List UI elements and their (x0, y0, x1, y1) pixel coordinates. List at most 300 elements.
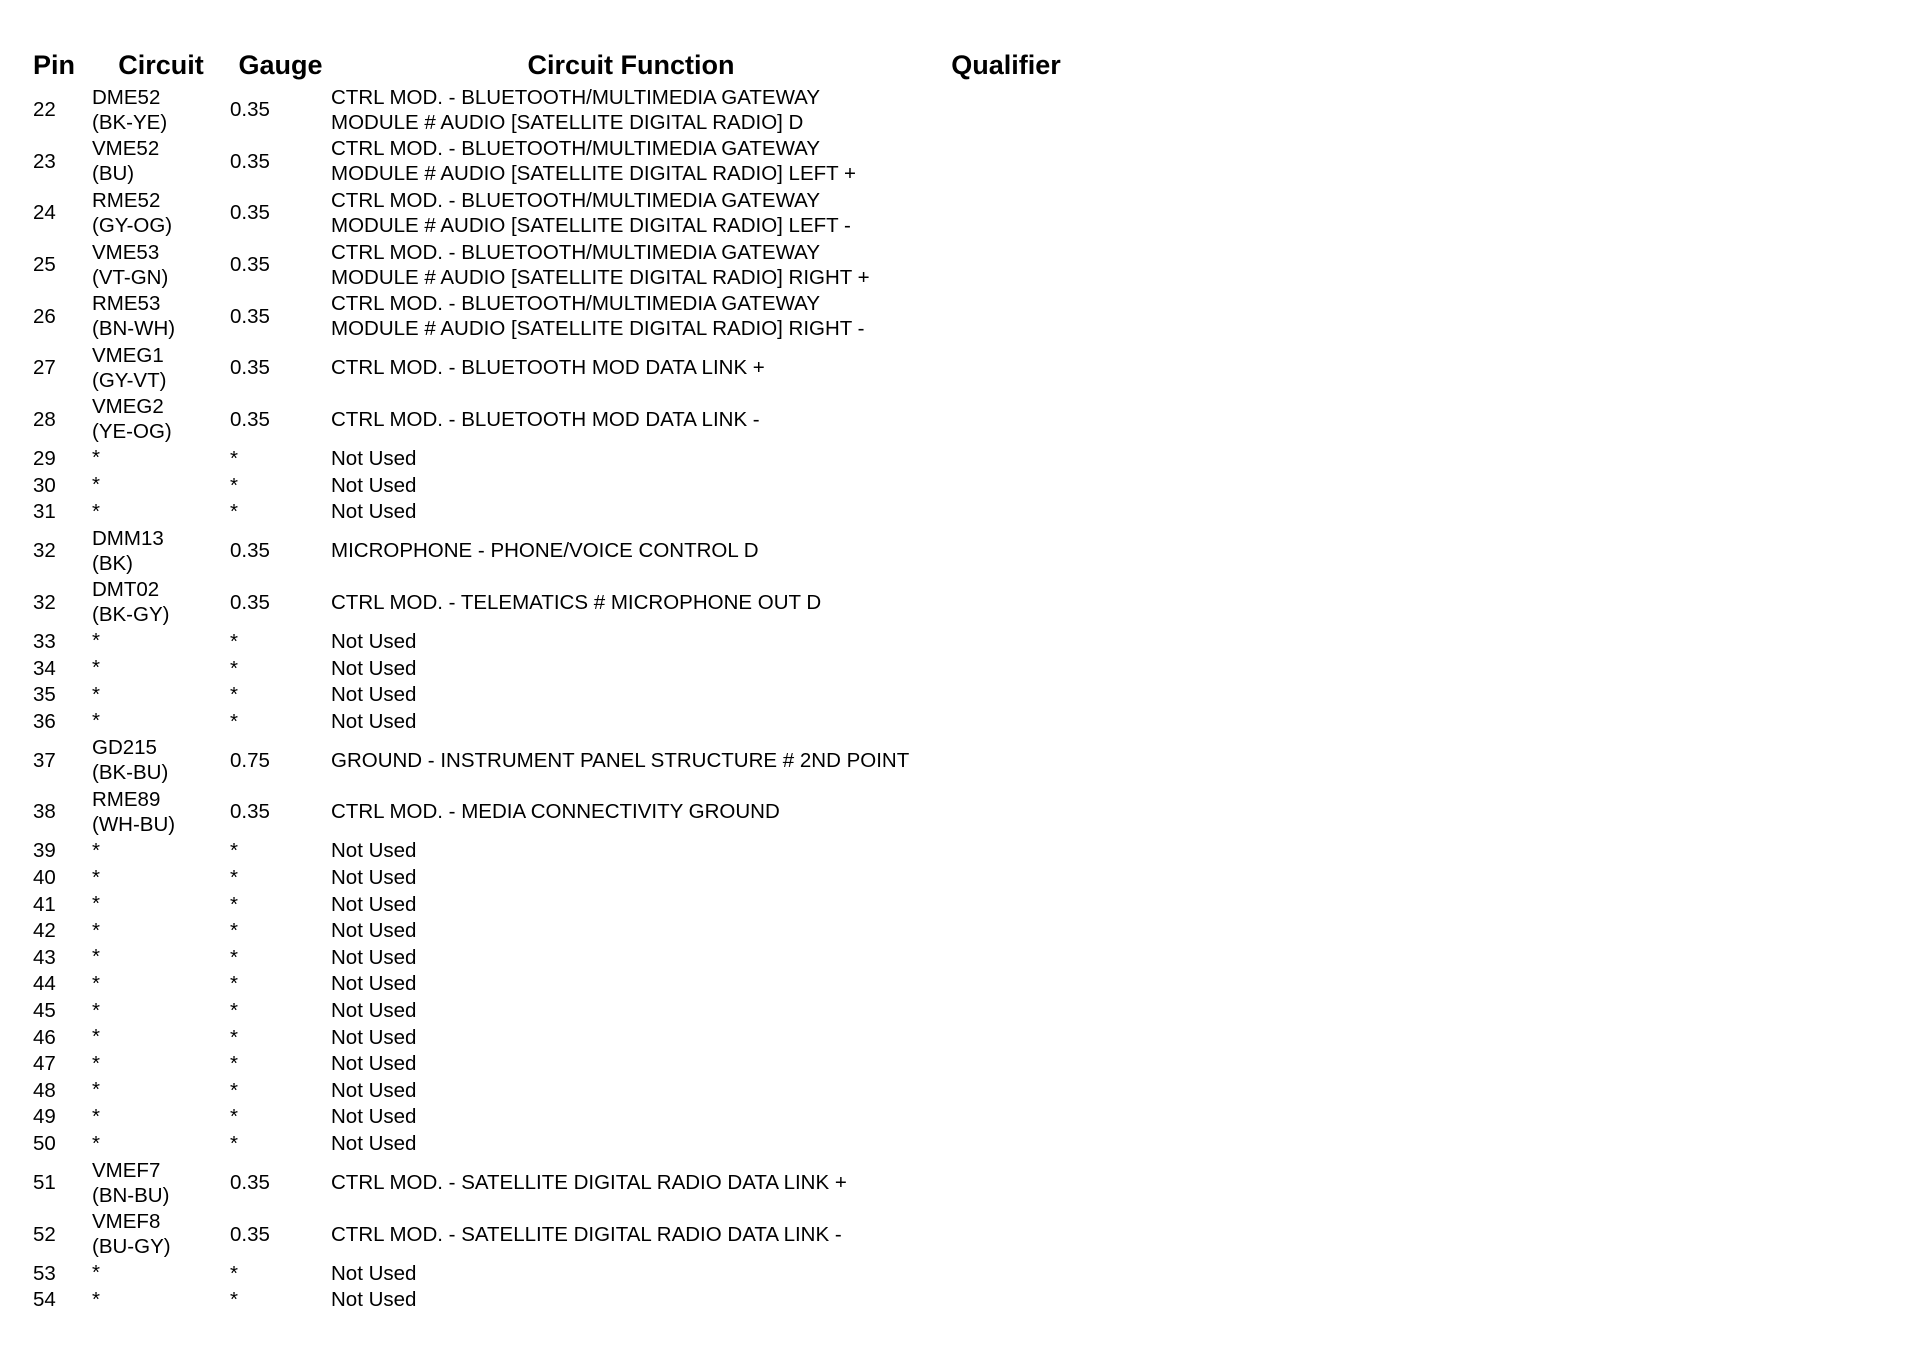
gauge-value: * (230, 709, 238, 733)
gauge-cell (230, 997, 331, 1024)
header-qualifier: Qualifier (951, 50, 1061, 80)
circuit-function-line: Not Used (331, 1078, 417, 1102)
gauge-value: * (230, 866, 238, 890)
gauge-value: 0.35 (230, 800, 270, 824)
gauge-cell (230, 1050, 331, 1077)
gauge-cell (230, 1157, 331, 1209)
qualifier-cell (931, 445, 1081, 472)
wire-color: (GY-VT) (92, 368, 167, 392)
qualifier-cell (931, 525, 1081, 577)
pin-cell: 33 (33, 629, 56, 653)
gauge-cell (230, 498, 331, 525)
circuit-function-cell (331, 917, 931, 944)
circuit-cell (92, 1287, 230, 1314)
pin-cell: 38 (33, 800, 56, 824)
gauge-value: 0.75 (230, 748, 270, 772)
gauge-value: * (230, 473, 238, 497)
circuit-code: VMEF8 (92, 1210, 161, 1234)
circuit-code: * (92, 1104, 100, 1128)
pin-cell: 45 (33, 999, 56, 1023)
gauge-value: 0.35 (230, 149, 270, 173)
wire-color: (BK-GY) (92, 603, 170, 627)
circuit-function-line: Not Used (331, 1261, 417, 1285)
table-row (33, 1260, 1081, 1287)
gauge-cell (230, 577, 331, 629)
circuit-code: * (92, 473, 100, 497)
circuit-function-cell (331, 997, 931, 1024)
qualifier-cell (931, 1050, 1081, 1077)
circuit-code: * (92, 918, 100, 942)
table-row (33, 84, 1081, 136)
circuit-code: VMEG1 (92, 343, 164, 367)
qualifier-cell (931, 1077, 1081, 1104)
circuit-code: * (92, 629, 100, 653)
circuit-function-line: CTRL MOD. - BLUETOOTH/MULTIMEDIA GATEWAY (331, 85, 820, 109)
pin-cell: 29 (33, 446, 56, 470)
table-row (33, 525, 1081, 577)
gauge-value: 0.35 (230, 201, 270, 225)
header-gauge: Gauge (238, 50, 323, 80)
circuit-function-cell (331, 655, 931, 682)
circuit-function-line: MODULE # AUDIO [SATELLITE DIGITAL RADIO] RIGHT + (331, 265, 870, 289)
wire-color: (VT-GN) (92, 265, 169, 289)
circuit-cell (92, 290, 230, 342)
circuit-function-line: CTRL MOD. - BLUETOOTH/MULTIMEDIA GATEWAY (331, 188, 820, 212)
gauge-cell (230, 239, 331, 291)
circuit-function-cell (331, 971, 931, 998)
circuit-cell (92, 136, 230, 188)
circuit-cell (92, 971, 230, 998)
gauge-cell (230, 708, 331, 735)
circuit-function-line: MODULE # AUDIO [SATELLITE DIGITAL RADIO] LEFT + (331, 162, 856, 186)
pinout-table (33, 46, 1081, 1313)
gauge-cell (230, 681, 331, 708)
table-row (33, 472, 1081, 499)
gauge-cell (230, 944, 331, 971)
table-row (33, 708, 1081, 735)
pin-cell: 46 (33, 1025, 56, 1049)
pin-cell: 41 (33, 892, 56, 916)
gauge-cell (230, 187, 331, 239)
table-row (33, 838, 1081, 865)
table-row (33, 864, 1081, 891)
circuit-cell (92, 708, 230, 735)
qualifier-cell (931, 1157, 1081, 1209)
circuit-cell (92, 1050, 230, 1077)
qualifier-cell (931, 735, 1081, 787)
circuit-function-cell (331, 628, 931, 655)
circuit-function-cell (331, 735, 931, 787)
table-row (33, 1077, 1081, 1104)
table-row (33, 891, 1081, 918)
qualifier-cell (931, 864, 1081, 891)
pin-cell: 31 (33, 500, 56, 524)
qualifier-cell (931, 1104, 1081, 1131)
pin-cell: 49 (33, 1105, 56, 1129)
gauge-value: * (230, 683, 238, 707)
gauge-cell (230, 1024, 331, 1051)
circuit-function-line: Not Used (331, 473, 417, 497)
qualifier-cell (931, 577, 1081, 629)
table-row (33, 187, 1081, 239)
circuit-function-cell (331, 577, 931, 629)
circuit-cell (92, 735, 230, 787)
circuit-code: * (92, 1261, 100, 1285)
gauge-value: * (230, 1105, 238, 1129)
wire-color: (BU-GY) (92, 1235, 171, 1259)
circuit-function-line: CTRL MOD. - TELEMATICS # MICROPHONE OUT D (331, 590, 822, 614)
circuit-cell (92, 239, 230, 291)
table-row (33, 1024, 1081, 1051)
circuit-function-cell (331, 394, 931, 446)
circuit-cell (92, 1157, 230, 1209)
gauge-cell (230, 655, 331, 682)
circuit-function-line: MODULE # AUDIO [SATELLITE DIGITAL RADIO] LEFT - (331, 213, 851, 237)
circuit-function-line: CTRL MOD. - BLUETOOTH/MULTIMEDIA GATEWAY (331, 240, 820, 264)
table-row (33, 655, 1081, 682)
qualifier-cell (931, 708, 1081, 735)
gauge-value: 0.35 (230, 590, 270, 614)
qualifier-cell (931, 891, 1081, 918)
circuit-code: * (92, 499, 100, 523)
header-pin: Pin (33, 50, 76, 80)
gauge-cell (230, 84, 331, 136)
circuit-function-line: Not Used (331, 919, 417, 943)
gauge-value: 0.35 (230, 539, 270, 563)
circuit-cell (92, 84, 230, 136)
qualifier-cell (931, 838, 1081, 865)
circuit-code: * (92, 1051, 100, 1075)
gauge-cell (230, 290, 331, 342)
gauge-value: * (230, 656, 238, 680)
gauge-value: * (230, 839, 238, 863)
circuit-code: * (92, 1287, 100, 1311)
circuit-cell (92, 342, 230, 394)
gauge-value: * (230, 945, 238, 969)
circuit-code: * (92, 865, 100, 889)
pin-cell: 50 (33, 1132, 56, 1156)
qualifier-cell (931, 681, 1081, 708)
qualifier-cell (931, 1024, 1081, 1051)
circuit-function-cell (331, 708, 931, 735)
circuit-code: VMEF7 (92, 1158, 161, 1182)
pin-cell: 32 (33, 590, 56, 614)
gauge-value: * (230, 1025, 238, 1049)
circuit-function-cell (331, 838, 931, 865)
table-row (33, 944, 1081, 971)
circuit-cell (92, 1104, 230, 1131)
circuit-function-line: Not Used (331, 683, 417, 707)
qualifier-cell (931, 786, 1081, 838)
circuit-function-line: Not Used (331, 1105, 417, 1129)
circuit-cell (92, 445, 230, 472)
circuit-cell (92, 577, 230, 629)
qualifier-cell (931, 498, 1081, 525)
circuit-function-line: Not Used (331, 656, 417, 680)
circuit-function-line: Not Used (331, 446, 417, 470)
circuit-cell (92, 655, 230, 682)
qualifier-cell (931, 136, 1081, 188)
qualifier-cell (931, 628, 1081, 655)
circuit-function-line: Not Used (331, 839, 417, 863)
gauge-cell (230, 525, 331, 577)
circuit-function-line: Not Used (331, 500, 417, 524)
circuit-cell (92, 997, 230, 1024)
pin-cell: 52 (33, 1222, 56, 1246)
circuit-code: GD215 (92, 736, 157, 760)
pin-cell: 36 (33, 709, 56, 733)
circuit-function-cell (331, 1208, 931, 1260)
qualifier-cell (931, 394, 1081, 446)
qualifier-cell (931, 472, 1081, 499)
gauge-value: * (230, 1261, 238, 1285)
gauge-cell (230, 472, 331, 499)
wire-color: (GY-OG) (92, 213, 173, 237)
circuit-function-line: CTRL MOD. - BLUETOOTH/MULTIMEDIA GATEWAY (331, 137, 820, 161)
qualifier-cell (931, 997, 1081, 1024)
pin-cell: 27 (33, 356, 56, 380)
circuit-function-cell (331, 84, 931, 136)
gauge-value: 0.35 (230, 1222, 270, 1246)
pin-cell: 37 (33, 748, 56, 772)
gauge-cell (230, 342, 331, 394)
circuit-cell (92, 472, 230, 499)
circuit-cell (92, 1260, 230, 1287)
circuit-function-cell (331, 1260, 931, 1287)
circuit-code: RME89 (92, 787, 161, 811)
circuit-function-line: Not Used (331, 972, 417, 996)
circuit-code: * (92, 446, 100, 470)
gauge-cell (230, 136, 331, 188)
circuit-cell (92, 786, 230, 838)
circuit-cell (92, 1024, 230, 1051)
qualifier-cell (931, 239, 1081, 291)
gauge-value: 0.35 (230, 98, 270, 122)
gauge-value: * (230, 446, 238, 470)
table-row (33, 735, 1081, 787)
pin-cell: 43 (33, 945, 56, 969)
circuit-function-line: Not Used (331, 1288, 417, 1312)
table-row (33, 1130, 1081, 1157)
table-row (33, 1104, 1081, 1131)
circuit-function-line: Not Used (331, 1052, 417, 1076)
circuit-cell (92, 525, 230, 577)
pin-cell: 28 (33, 407, 56, 431)
circuit-code: * (92, 971, 100, 995)
circuit-function-cell (331, 290, 931, 342)
wire-color: (BN-BU) (92, 1183, 170, 1207)
circuit-function-line: Not Used (331, 709, 417, 733)
circuit-code: * (92, 1078, 100, 1102)
gauge-cell (230, 917, 331, 944)
pin-cell: 54 (33, 1288, 56, 1312)
header-row (33, 46, 1081, 84)
pin-cell: 26 (33, 304, 56, 328)
wire-color: (BU) (92, 162, 135, 186)
table-row (33, 394, 1081, 446)
qualifier-cell (931, 1287, 1081, 1314)
table-body (33, 84, 1081, 1313)
circuit-function-line: CTRL MOD. - SATELLITE DIGITAL RADIO DATA LINK - (331, 1222, 842, 1246)
table-row (33, 681, 1081, 708)
table-row (33, 239, 1081, 291)
circuit-function-line: Not Used (331, 892, 417, 916)
pin-cell: 32 (33, 539, 56, 563)
circuit-code: * (92, 656, 100, 680)
wire-color: (YE-OG) (92, 420, 172, 444)
circuit-function-cell (331, 187, 931, 239)
wire-color: (BK-BU) (92, 761, 169, 785)
pin-cell: 40 (33, 866, 56, 890)
circuit-function-line: MODULE # AUDIO [SATELLITE DIGITAL RADIO] D (331, 110, 804, 134)
circuit-function-cell (331, 944, 931, 971)
circuit-function-cell (331, 864, 931, 891)
qualifier-cell (931, 1130, 1081, 1157)
table-header (33, 46, 1081, 84)
qualifier-cell (931, 187, 1081, 239)
circuit-function-line: MODULE # AUDIO [SATELLITE DIGITAL RADIO] RIGHT - (331, 317, 865, 341)
table-row (33, 136, 1081, 188)
circuit-cell (92, 187, 230, 239)
gauge-cell (230, 1130, 331, 1157)
circuit-cell (92, 1077, 230, 1104)
gauge-cell (230, 971, 331, 998)
gauge-cell (230, 786, 331, 838)
circuit-function-cell (331, 891, 931, 918)
table-row (33, 997, 1081, 1024)
table-row (33, 628, 1081, 655)
gauge-value: * (230, 1132, 238, 1156)
circuit-cell (92, 838, 230, 865)
table-row (33, 577, 1081, 629)
circuit-function-cell (331, 681, 931, 708)
circuit-function-line: Not Used (331, 629, 417, 653)
qualifier-cell (931, 944, 1081, 971)
circuit-function-cell (331, 1157, 931, 1209)
circuit-function-cell (331, 525, 931, 577)
circuit-function-cell (331, 1024, 931, 1051)
circuit-function-line: MICROPHONE - PHONE/VOICE CONTROL D (331, 539, 759, 563)
gauge-cell (230, 1104, 331, 1131)
gauge-cell (230, 838, 331, 865)
table-row (33, 786, 1081, 838)
wire-color: (BK) (92, 551, 133, 575)
qualifier-cell (931, 1208, 1081, 1260)
gauge-cell (230, 628, 331, 655)
pin-cell: 25 (33, 253, 56, 277)
gauge-cell (230, 1287, 331, 1314)
circuit-cell (92, 1208, 230, 1260)
gauge-value: * (230, 999, 238, 1023)
gauge-cell (230, 1077, 331, 1104)
gauge-value: * (230, 1078, 238, 1102)
circuit-code: * (92, 1131, 100, 1155)
circuit-function-cell (331, 1050, 931, 1077)
circuit-function-line: Not Used (331, 866, 417, 890)
circuit-function-cell (331, 445, 931, 472)
wire-color: (BK-YE) (92, 110, 168, 134)
circuit-cell (92, 681, 230, 708)
gauge-value: * (230, 1052, 238, 1076)
circuit-function-line: CTRL MOD. - MEDIA CONNECTIVITY GROUND (331, 800, 780, 824)
circuit-function-cell (331, 472, 931, 499)
gauge-value: 0.35 (230, 407, 270, 431)
circuit-code: DMM13 (92, 526, 164, 550)
gauge-cell (230, 864, 331, 891)
gauge-cell (230, 1260, 331, 1287)
circuit-code: * (92, 998, 100, 1022)
circuit-function-cell (331, 498, 931, 525)
circuit-code: DME52 (92, 85, 161, 109)
gauge-cell (230, 1208, 331, 1260)
table-row (33, 1050, 1081, 1077)
gauge-cell (230, 394, 331, 446)
gauge-value: * (230, 972, 238, 996)
circuit-cell (92, 944, 230, 971)
circuit-code: * (92, 838, 100, 862)
table-row (33, 1287, 1081, 1314)
circuit-code: VME53 (92, 240, 160, 264)
circuit-code: * (92, 945, 100, 969)
table-row (33, 917, 1081, 944)
gauge-value: * (230, 919, 238, 943)
table-row (33, 498, 1081, 525)
header-circuit-function: Circuit Function (527, 50, 735, 80)
pin-cell: 44 (33, 972, 56, 996)
pin-cell: 51 (33, 1171, 56, 1195)
gauge-value: 0.35 (230, 253, 270, 277)
circuit-function-line: Not Used (331, 1132, 417, 1156)
pin-cell: 42 (33, 919, 56, 943)
circuit-function-line: CTRL MOD. - BLUETOOTH MOD DATA LINK - (331, 407, 760, 431)
qualifier-cell (931, 655, 1081, 682)
table-row (33, 290, 1081, 342)
circuit-code: RME52 (92, 188, 161, 212)
circuit-function-line: Not Used (331, 1025, 417, 1049)
circuit-cell (92, 498, 230, 525)
circuit-code: * (92, 682, 100, 706)
gauge-value: * (230, 500, 238, 524)
circuit-code: RME53 (92, 292, 161, 316)
gauge-value: * (230, 629, 238, 653)
circuit-function-cell (331, 136, 931, 188)
circuit-code: VMEG2 (92, 395, 164, 419)
circuit-function-cell (331, 1104, 931, 1131)
pin-cell: 48 (33, 1078, 56, 1102)
circuit-cell (92, 394, 230, 446)
gauge-cell (230, 445, 331, 472)
pin-cell: 53 (33, 1261, 56, 1285)
gauge-value: * (230, 1288, 238, 1312)
pin-cell: 47 (33, 1052, 56, 1076)
pin-cell: 35 (33, 683, 56, 707)
wire-color: (WH-BU) (92, 812, 176, 836)
circuit-function-cell (331, 342, 931, 394)
circuit-cell (92, 628, 230, 655)
circuit-code: VME52 (92, 137, 160, 161)
circuit-function-line: Not Used (331, 999, 417, 1023)
circuit-function-line: CTRL MOD. - BLUETOOTH/MULTIMEDIA GATEWAY (331, 292, 820, 316)
circuit-function-cell (331, 239, 931, 291)
circuit-function-cell (331, 1287, 931, 1314)
pin-cell: 24 (33, 201, 56, 225)
qualifier-cell (931, 290, 1081, 342)
circuit-function-line: GROUND - INSTRUMENT PANEL STRUCTURE # 2ND POINT (331, 748, 910, 772)
circuit-cell (92, 864, 230, 891)
qualifier-cell (931, 84, 1081, 136)
circuit-cell (92, 891, 230, 918)
table-row (33, 971, 1081, 998)
